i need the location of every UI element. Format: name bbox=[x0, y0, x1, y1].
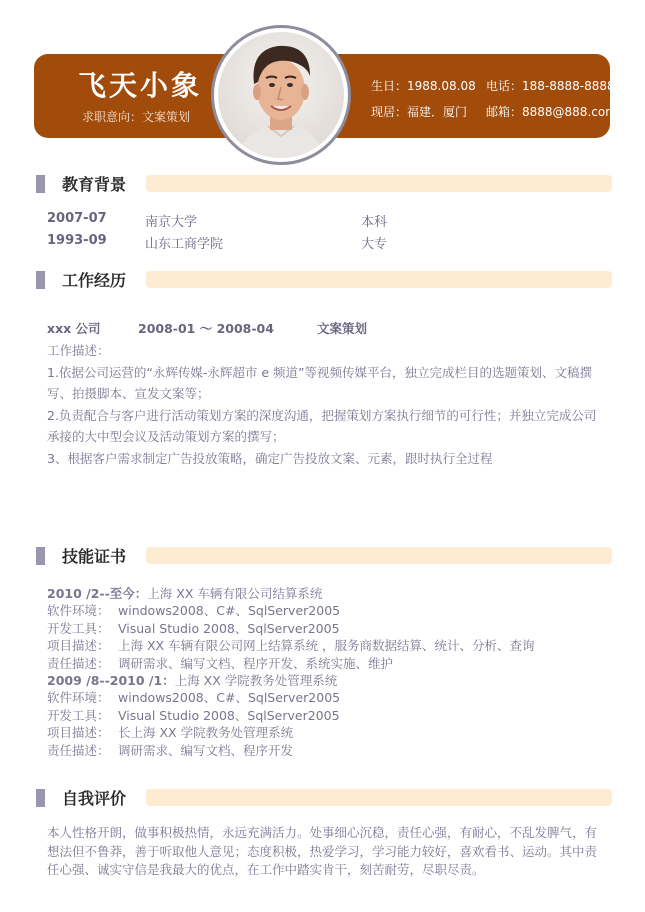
field-key: 项目描述： bbox=[47, 638, 110, 654]
section-bar bbox=[146, 547, 612, 564]
education-date: 1993-09 bbox=[47, 233, 107, 248]
section-marker bbox=[36, 271, 45, 289]
profile-photo bbox=[218, 32, 344, 158]
work-item: 3、根据客户需求制定广告投放策略，确定广告投放文案、元素，跟时执行全过程 bbox=[47, 450, 493, 466]
project-field bbox=[47, 637, 597, 654]
field-key: 开发工具： bbox=[47, 707, 110, 723]
project-field bbox=[47, 689, 597, 706]
project-header bbox=[47, 672, 597, 689]
section-marker bbox=[36, 175, 45, 193]
field-value: Visual Studio 2008、SqlServer2005 bbox=[118, 620, 340, 636]
work-description bbox=[47, 340, 597, 469]
education-school: 南京大学 bbox=[145, 215, 198, 230]
section-label: 教育背景 bbox=[62, 175, 127, 194]
field-key: 责任描述： bbox=[47, 742, 110, 758]
education-row bbox=[47, 233, 587, 251]
project-period: 2010 /2--至今： bbox=[47, 586, 148, 601]
education-degree: 本科 bbox=[361, 215, 388, 230]
field-value: 长上海 XX 学院教务处管理系统 bbox=[118, 725, 294, 741]
project-field bbox=[47, 620, 597, 637]
work-period: 2008-01 ～ 2008-04 bbox=[138, 321, 274, 336]
field-key: 开发工具： bbox=[47, 620, 110, 636]
work-desc-label: 工作描述： bbox=[47, 343, 110, 358]
field-value: windows2008、C#、SqlServer2005 bbox=[118, 690, 341, 706]
project-name: 上海 XX 学院教务处管理系统 bbox=[174, 673, 338, 689]
section-label: 工作经历 bbox=[62, 271, 127, 290]
skills-list bbox=[47, 585, 597, 759]
project-field bbox=[47, 707, 597, 724]
field-value: windows2008、C#、SqlServer2005 bbox=[118, 603, 341, 619]
field-key: 软件环境： bbox=[47, 603, 110, 619]
section-marker bbox=[36, 789, 45, 807]
education-date: 2007-07 bbox=[47, 211, 107, 226]
resume-name: 飞天小象 bbox=[78, 69, 203, 102]
project-header bbox=[47, 585, 597, 602]
section-bar bbox=[146, 175, 612, 192]
project-field bbox=[47, 655, 597, 672]
education-degree: 大专 bbox=[361, 237, 388, 252]
field-key: 软件环境： bbox=[47, 690, 110, 706]
work-role: 文案策划 bbox=[317, 321, 368, 336]
field-value: 调研需求、编写文档、程序开发 bbox=[118, 742, 294, 758]
field-value: 上海 XX 车辆有限公司网上结算系统 ，服务商数据结算、统计、分析、查询 bbox=[118, 638, 535, 654]
section-bar bbox=[146, 789, 612, 806]
field-key: 责任描述： bbox=[47, 655, 110, 671]
phone: 电话：188-8888-8888 bbox=[486, 79, 615, 93]
project-period: 2009 /8--2010 /1： bbox=[47, 673, 175, 689]
location: 现居：福建．厦门 bbox=[371, 105, 468, 119]
job-intent: 求职意向：文案策划 bbox=[82, 110, 191, 124]
section-label: 技能证书 bbox=[62, 547, 127, 566]
project-field bbox=[47, 724, 597, 741]
project-field bbox=[47, 602, 597, 619]
section-marker bbox=[36, 547, 45, 565]
field-value: Visual Studio 2008、SqlServer2005 bbox=[118, 707, 340, 723]
birthday: 生日：1988.08.08 bbox=[371, 79, 476, 93]
profile-photo-frame bbox=[211, 25, 351, 165]
project-field bbox=[47, 742, 597, 759]
education-school: 山东工商学院 bbox=[145, 237, 224, 252]
field-key: 项目描述： bbox=[47, 725, 110, 741]
email: 邮箱：8888@888.com bbox=[486, 105, 617, 119]
work-item: 2.负责配合与客户进行活动策划方案的深度沟通，把握策划方案执行细节的可行性；并独立完成公司承接的大中型会议及活动策划方案的撰写； bbox=[47, 407, 597, 444]
project-name: 上海 XX 车辆有限公司结算系统 bbox=[147, 586, 323, 601]
work-item: 1.依据公司运营的“永辉传媒-永辉超市 e 频道”等视频传媒平台，独立完成栏目的选题策划、文稿撰写、拍摄脚本、宣发文案等； bbox=[47, 364, 593, 401]
section-label: 自我评价 bbox=[62, 789, 127, 808]
work-company: xxx 公司 bbox=[47, 321, 101, 336]
education-row bbox=[47, 211, 587, 229]
field-value: 调研需求、编写文档、程序开发、系统实施、维护 bbox=[118, 655, 394, 671]
self-evaluation-text: 本人性格开朗，做事积极热情，永远充满活力。处事细心沉稳，责任心强，有耐心，不乱发脾气，有想法但不鲁莽，善于听取他人意见；态度积极，热爱学习，学习能力较好，喜欢看书、运动。其中责任心强、诚实守信是我最大的优点，在工作中踏实肯干，刻苦耐劳，尽职尽责。 bbox=[47, 825, 598, 877]
section-bar bbox=[146, 271, 612, 288]
